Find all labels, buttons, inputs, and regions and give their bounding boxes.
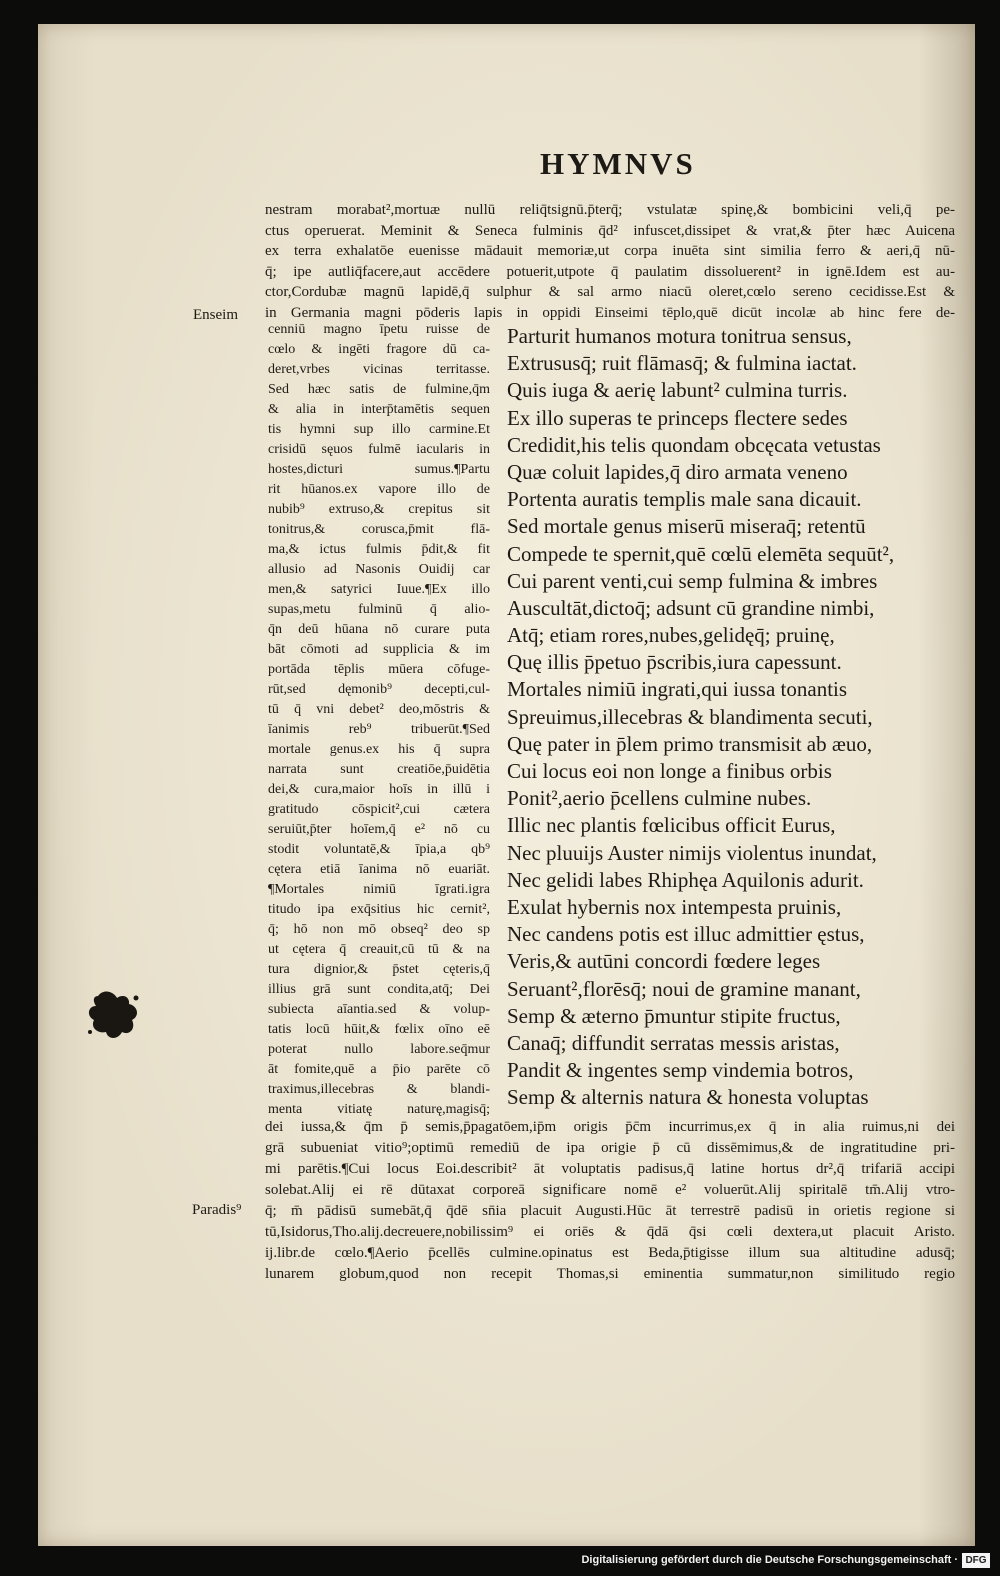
commentary-line: ¶Mortales nimiū īgrati.igra: [268, 882, 490, 897]
top-paragraph: [265, 200, 955, 324]
margin-note-enseim: Enseim: [193, 307, 238, 323]
verse-line: Nec candens potis est illuc admittier ęstus,: [507, 922, 865, 947]
text-line: ij.libr.de cœlo.¶Aerio p̄cellēs culmine.opinatus est Beda,p̄tigisse illum sua altitudine adusq̄;: [265, 1245, 955, 1261]
verse-line: Cui locus eoi non longe a finibus orbis: [507, 759, 832, 783]
verse-line: Quę pater in p̄lem primo transmisit ab æuo,: [507, 731, 873, 756]
commentary-line: portāda tēplis mūera cōfuge-: [268, 662, 490, 677]
ink-blot: [84, 984, 144, 1044]
text-line: ctus operuerat. Meminit & Seneca fulminis q̄d² infuscet,dissipet & vrat,& p̄ter hæc Auicena: [265, 222, 955, 239]
commentary-line: ma,& ictus fulmis p̄dit,& fit: [268, 542, 490, 557]
verse-line: Seruant²,florēsq̄; noui de gramine manant,: [507, 976, 861, 1001]
commentary-line: menta vitiatę naturę,magisq̄;: [268, 1102, 490, 1117]
verse-line: Quę illis p̄petuo p̄scribis,iura capessunt.: [507, 650, 842, 675]
commentary-line: q̄n deū hūana nō curare puta: [268, 622, 490, 637]
commentary-line: cętera etiā īanima nō euariāt.: [268, 862, 490, 877]
commentary-line: men,& satyrici Iuue.¶Ex illo: [268, 582, 490, 597]
footer-credit: Digitalisierung gefördert durch die Deutsche Forschungsgemeinschaft ·: [581, 1554, 958, 1566]
commentary-column: [268, 320, 490, 1120]
verse-line: Cui parent venti,cui semp fulmina & imbres: [507, 568, 878, 593]
commentary-line: allusio ad Nasonis Ouidij car: [268, 562, 490, 577]
commentary-line: traximus,illecebras & blandi-: [268, 1082, 490, 1097]
commentary-line: seruiūt,p̄ter hoīem,q̄ e² nō cu: [268, 822, 490, 837]
verse-line: Mortales nimiū ingrati,qui iussa tonantis: [507, 677, 848, 702]
commentary-line: subiecta aīantia.sed & volup-: [268, 1002, 490, 1017]
verse-line: Illic nec plantis fœlicibus officit Eurus,: [507, 813, 836, 838]
commentary-line: ut cętera q̄ creauit,cū tū & na: [268, 942, 490, 957]
commentary-line: illius grā sunt condita,atq̄; Dei: [268, 982, 490, 997]
footer-bar: [0, 1547, 1000, 1576]
verse-line: Nec pluuijs Auster nimijs violentus inundat,: [507, 840, 877, 865]
verse-line: Ponit²,aerio p̄cellens culmine nubes.: [507, 786, 812, 811]
commentary-line: q̄; hō non mō obseq² deo sp: [268, 922, 490, 937]
text-line: dei iussa,& q̄m p̄ semis,p̄pagatōem,ip̄m origis p̄c̄m incurrimus,ex q̄ in alia ruimus,ni dei: [265, 1119, 955, 1135]
commentary-line: rūt,sed dęmonib⁹ decepti,cul-: [268, 682, 490, 697]
verse-line: Exulat hybernis nox intempesta pruinis,: [507, 894, 842, 919]
text-line: nestram morabat²,mortuæ nullū reliq̄tsignū.p̄terq̄; vstulatæ spinę,& bombicini veli,q̄ pe-: [265, 202, 955, 218]
commentary-line: stodit voluntatē,& īpia,a qb⁹: [268, 842, 490, 857]
text-line: in Germania magni pōderis lapis in oppidi Einseimi tēplo,quē dicūt incolæ ab hinc fere de-: [265, 304, 955, 321]
verse-line: Extrususq̄; ruit flāmasq̄; & fulmina iactat.: [507, 351, 857, 376]
text-line: solebat.Alij ei rē dūtaxat corporeā significare nomē e² voluerūt.Alij spiritalē tm̄.Alij vtro-: [265, 1182, 955, 1198]
verse-line: Canaq̄; diffundit serratas messis aristas,: [507, 1030, 840, 1055]
commentary-line: cœlo & ingēti fragore dū ca-: [268, 342, 490, 357]
text-line: mi parētis.¶Cui locus Eoi.describit² āt voluptatis padisus,q̄ latine hortus dr²,q̄ trifariā accipi: [265, 1161, 955, 1177]
text-line: q̄; m̄ pādisū sumebāt,q̄ q̄dē sn̄ia placuit Augusti.Hūc āt terrestrē padisū in orietis regione si: [265, 1203, 955, 1219]
verse-line: Portenta auratis templis male sana dicauit.: [507, 487, 862, 512]
commentary-line: mortale genus.ex his q̄ supra: [268, 742, 490, 757]
verse-column: [507, 323, 957, 1111]
verse-line: Pandit & ingentes semp vindemia botros,: [507, 1058, 854, 1083]
text-line: lunarem globum,quod non recepit Thomas,si eminentia summatur,non similitudo regio: [265, 1266, 955, 1282]
verse-line: Atq̄; etiam rores,nubes,gelidęq̄; pruinę,: [507, 623, 835, 648]
verse-line: Parturit humanos motura tonitrua sensus,: [507, 324, 852, 348]
commentary-line: poterat nullo labore.seq̄mur: [268, 1042, 490, 1057]
text-line: q̄; ipe autliq̄facere,aut accēdere potuerit,utpote q̄ paulatim dissoluerent² in ignē.Idem est au-: [265, 263, 955, 280]
commentary-line: titudo ipa exq̄sitius hic cernit²,: [268, 902, 490, 917]
verse-line: Spreuimus,illecebras & blandimenta secuti,: [507, 704, 873, 729]
text-line: ctor,Cordubæ magnū lapidē,q̄ sulphur & sal armo niacū oleret,cœlo sereno cecidisse.Est &: [265, 284, 955, 301]
commentary-line: hostes,dicturi sumus.¶Partu: [268, 462, 490, 477]
commentary-line: tū q̄ vni debet² deo,mōstris &: [268, 702, 490, 717]
verse-line: Veris,& autūni concordi fœdere leges: [507, 949, 821, 974]
commentary-line: dei,& cura,maior hoīs in illū i: [268, 782, 490, 797]
commentary-line: cenniū magno īpetu ruisse de: [268, 322, 490, 337]
verse-line: Semp & æterno p̄muntur stipite fructus,: [507, 1003, 841, 1028]
verse-line: Quæ coluit lapides,q̄ diro armata veneno: [507, 459, 848, 484]
verse-line: Nec gelidi labes Rhiphęa Aquilonis adurit.: [507, 867, 864, 892]
commentary-line: tonitrus,& corusca,p̄mit flā-: [268, 522, 490, 537]
verse-line: Auscultāt,dictoq̄; adsunt cū grandine nimbi,: [507, 595, 875, 620]
commentary-line: āt fomite,quē a p̄io parēte cō: [268, 1062, 490, 1077]
text-line: grā subueniat vitio⁹;optimū remediū de ipa origie p̄ cū dissēmimus,& de ingratitudine pri-: [265, 1140, 955, 1156]
commentary-line: narrata sunt creatiōe,p̄uidētia: [268, 762, 490, 777]
verse-line: Credidit,his telis quondam obcęcata vetustas: [507, 432, 881, 457]
text-line: tū,Isidorus,Tho.alij.decreuere,nobilissim⁹ ei oriēs & q̄dā q̄si cœli dextera,ut placuit Aristo.: [265, 1224, 955, 1240]
commentary-line: supas,metu fulminū q̄ alio-: [268, 602, 490, 617]
verse-line: Semp & alternis natura & honesta voluptas: [507, 1085, 869, 1110]
commentary-line: tura dignior,& p̄stet cęteris,q̄: [268, 962, 490, 977]
margin-note-paradisus: Paradis⁹: [192, 1202, 242, 1218]
commentary-line: bāt cōmoti ad supplicia & im: [268, 642, 490, 657]
commentary-line: tis hymni sup illo carmine.Et: [268, 422, 490, 437]
commentary-line: nubib⁹ extruso,& crepitus sit: [268, 502, 490, 517]
verse-line: Ex illo superas te princeps flectere sedes: [507, 405, 848, 430]
commentary-line: tatis locū hūit,& fœlix oīno eē: [268, 1022, 490, 1037]
commentary-line: Sed hæc satis de fulmine,q̄m: [268, 382, 490, 397]
dfg-logo: DFG: [962, 1553, 990, 1568]
verse-line: Sed mortale genus miserū miseraq̄; retentū: [507, 514, 866, 539]
commentary-line: gratitudo cōspicit²,cui cætera: [268, 802, 490, 817]
verse-line: Compede te spernit,quē cœlū elemēta sequūt²,: [507, 541, 895, 566]
commentary-line: deret,vrbes vicinas territasse.: [268, 362, 490, 377]
commentary-line: & alia in interp̄tamētis sequen: [268, 402, 490, 417]
commentary-line: īanimis reb⁹ tribuerūt.¶Sed: [268, 722, 490, 737]
commentary-line: rit hūanos.ex vapore illo de: [268, 482, 490, 497]
text-line: ex terra exhalatōe euenisse mādauit memoriæ,ut corpa inuēta sint similia ferro & aeri,q̄ nū-: [265, 243, 955, 260]
bottom-paragraph: [265, 1117, 955, 1285]
page-heading: HYMNVS: [540, 146, 696, 181]
commentary-line: crisidū sęuos fulmē iacularis in: [268, 442, 490, 457]
verse-line: Quis iuga & aerię labunt² culmina turris.: [507, 378, 848, 403]
